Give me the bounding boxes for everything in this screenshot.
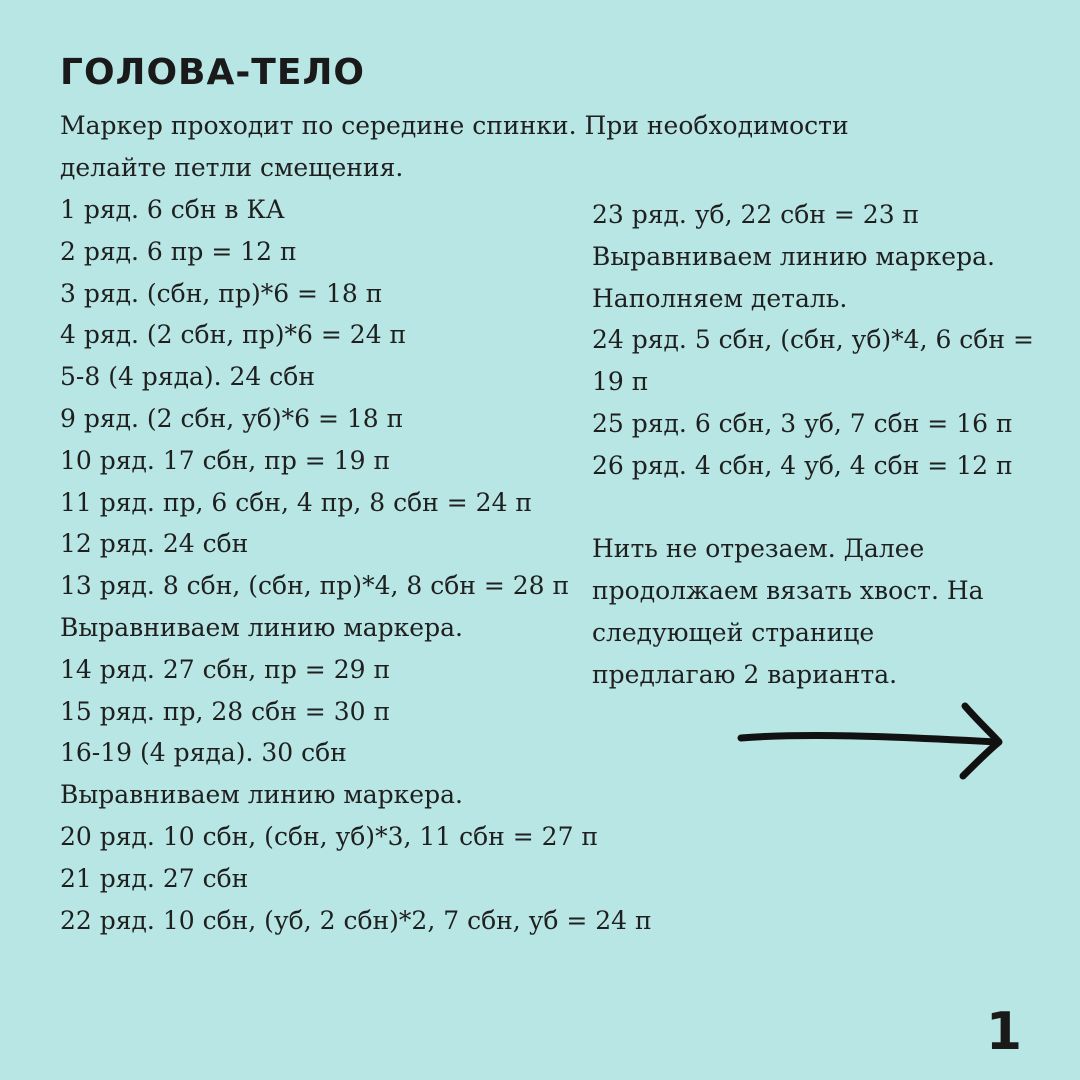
pattern-row: 20 ряд. 10 сбн, (сбн, уб)*3, 11 сбн = 27 п [60,821,599,851]
left-pattern-column [60,189,652,941]
page-number: 1 [985,1002,1022,1062]
pattern-row: 11 ряд. пр, 6 сбн, 4 пр, 8 сбн = 24 п [60,487,533,517]
pattern-row: 26 ряд. 4 сбн, 4 уб, 4 сбн = 12 п [592,450,1013,480]
pattern-row: 10 ряд. 17 сбн, пр = 19 п [60,445,391,475]
pattern-note: Наполняем деталь. [592,283,848,313]
pattern-note: Выравниваем линию маркера. [592,241,995,271]
arrow-right-icon [735,698,1010,783]
page-title: ГОЛОВА-ТЕЛО [60,52,365,93]
intro-text: Маркер проходит по середине спинки. При необходимости делайте петли смещения. [60,111,849,182]
pattern-row: 4 ряд. (2 сбн, пр)*6 = 24 п [60,320,407,350]
closing-note-line: следующей странице [592,617,875,647]
pattern-row: 25 ряд. 6 сбн, 3 уб, 7 сбн = 16 п [592,408,1013,438]
pattern-row: 5-8 (4 ряда). 24 сбн [60,362,316,392]
closing-note-line: Нить не отрезаем. Далее [592,534,925,564]
spacer [592,487,1034,529]
pattern-row: 14 ряд. 27 сбн, пр = 29 п [60,654,391,684]
closing-note-line: продолжаем вязать хвост. На [592,576,984,606]
pattern-row: 12 ряд. 24 сбн [60,529,249,559]
pattern-row: 22 ряд. 10 сбн, (уб, 2 сбн)*2, 7 сбн, уб = 24 п [60,905,652,935]
pattern-row: 9 ряд. (2 сбн, уб)*6 = 18 п [60,403,404,433]
pattern-row: 2 ряд. 6 пр = 12 п [60,236,297,266]
pattern-row: 23 ряд. уб, 22 сбн = 23 п [592,200,920,229]
pattern-row: 24 ряд. 5 сбн, (сбн, уб)*4, 6 сбн = [592,325,1034,355]
pattern-row: 1 ряд. 6 сбн в КА [60,195,285,224]
pattern-note: Выравниваем линию маркера. [60,612,463,642]
closing-note-line: предлагаю 2 варианта. [592,659,898,689]
pattern-row: 21 ряд. 27 сбн [60,863,249,893]
pattern-row: 15 ряд. пр, 28 сбн = 30 п [60,696,391,726]
pattern-row: 3 ряд. (сбн, пр)*6 = 18 п [60,278,383,308]
pattern-row: 13 ряд. 8 сбн, (сбн, пр)*4, 8 сбн = 28 п [60,571,570,601]
pattern-row-continuation: 19 п [592,367,649,397]
right-pattern-column [592,194,1034,696]
pattern-note: Выравниваем линию маркера. [60,780,463,810]
pattern-row: 16-19 (4 ряда). 30 сбн [60,738,347,768]
